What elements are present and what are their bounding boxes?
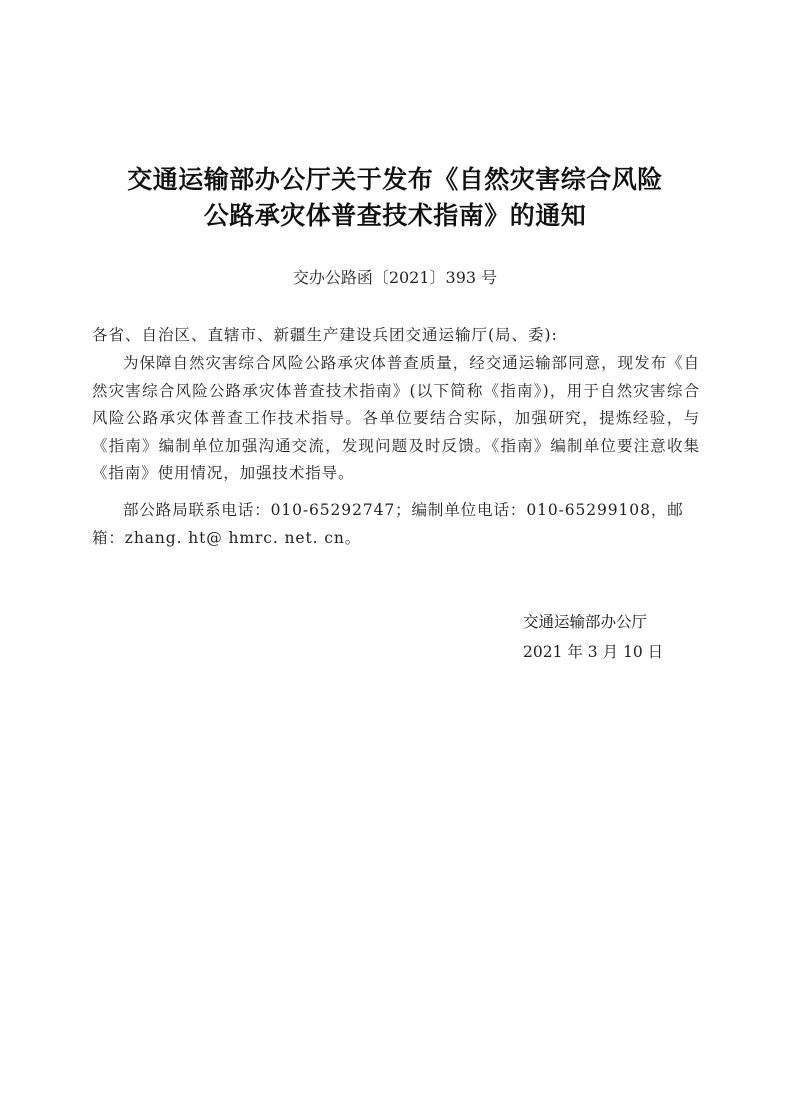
document-number: 交办公路函〔2021〕393 号 bbox=[292, 268, 498, 287]
issue-date: 2021 年 3 月 10 日 bbox=[523, 643, 664, 661]
notice-title-line-1: 交通运输部办公厅关于发布《自然灾害综合风险 bbox=[127, 165, 663, 194]
main-paragraph: 为保障自然灾害综合风险公路承灾体普查质量，经交通运输部同意，现发布《自然灾害综合风险公路承灾体普查技术指南》(以下简称《指南》)，用于自然灾害综合风险公路承灾体普查工作技术指导。各单位要结合实际，加强研究，提炼经验，与《指南》编制单位加强沟通交流，发现问题及时反馈。《指南》编制单位要注意收集《指南》使用情况，加强技术指导。 bbox=[92, 354, 700, 482]
notice-title-line-2: 公路承灾体普查技术指南》的通知 bbox=[203, 201, 587, 230]
addressee-line: 各省、自治区、直辖市、新疆生产建设兵团交通运输厅(局、委): bbox=[92, 326, 558, 344]
contact-paragraph: 部公路局联系电话：010-65292747；编制单位电话：010-65299108，邮箱：zhang. ht@ hmrc. net. cn。 bbox=[92, 501, 684, 547]
issuing-office: 交通运输部办公厅 bbox=[523, 613, 648, 631]
